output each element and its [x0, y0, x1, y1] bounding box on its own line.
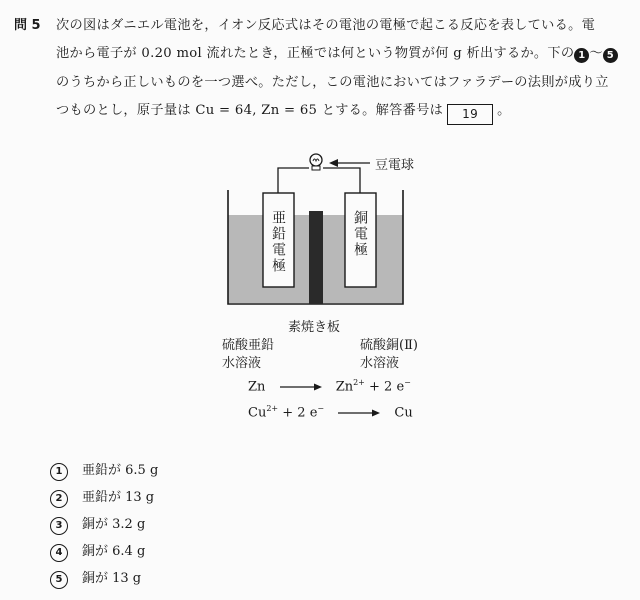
- zinc-electrode-label: 亜鉛電極: [270, 210, 286, 274]
- eq2-left-tail: + 2 e: [282, 405, 318, 421]
- eq1-right-sup: 2+: [353, 378, 365, 387]
- choice-text: 亜鉛が 6.5 g: [82, 463, 159, 478]
- bulb-icon: [310, 154, 322, 170]
- circled-5-icon: 5: [603, 48, 618, 63]
- eq2-right: Cu: [394, 405, 413, 421]
- left-solution-label-1: 硫酸亜鉛: [222, 338, 275, 353]
- eq2-left-sup2: −: [317, 404, 325, 413]
- eq2-left-sup: 2+: [266, 404, 279, 413]
- choice-number-icon: 5: [50, 571, 68, 589]
- partition-label: 素焼き板: [288, 320, 341, 335]
- right-solution-label-1: 硫酸銅(Ⅱ): [360, 338, 418, 353]
- choice-4[interactable]: [50, 540, 145, 562]
- circled-1-icon: 1: [574, 48, 589, 63]
- choice-number-icon: 2: [50, 490, 68, 508]
- arrow-icon: [278, 382, 324, 392]
- answer-number-box[interactable]: 19: [447, 104, 493, 125]
- eq1-right-base: Zn: [335, 379, 354, 395]
- question-text-line-2-body: 池から電子が 0.20 mol 流れたとき，正極では何という物質が何 g 析出するか。下の: [56, 46, 575, 61]
- question-text-line-4-body: つものとし，原子量は Cu = 64, Zn = 65 とする。解答番号は: [56, 103, 444, 118]
- range-sep: 〜: [589, 46, 603, 61]
- wire-left: [278, 168, 309, 193]
- equation-zinc: [248, 378, 411, 394]
- choice-number-icon: 3: [50, 517, 68, 535]
- wire-right: [323, 168, 360, 193]
- left-solution-label-2: 水溶液: [222, 356, 262, 371]
- right-solution-label-2: 水溶液: [360, 356, 400, 371]
- choice-number-icon: 1: [50, 463, 68, 481]
- choice-number-icon: 4: [50, 544, 68, 562]
- eq2-left-base: Cu: [248, 405, 267, 421]
- question-text-line-1: 次の図はダニエル電池を，イオン反応式はその電池の電極で起こる反応を表している。電: [56, 18, 596, 33]
- porous-partition: [309, 211, 323, 304]
- end-mark: 。: [497, 103, 511, 118]
- choice-text: 亜鉛が 13 g: [82, 490, 155, 505]
- copper-electrode-label: 銅電極: [352, 210, 368, 258]
- eq1-left: Zn: [248, 379, 266, 395]
- choice-text: 銅が 6.4 g: [82, 544, 146, 559]
- choice-text: 銅が 13 g: [82, 571, 142, 586]
- choice-1[interactable]: [50, 459, 158, 481]
- eq1-right-tail: + 2 e: [369, 379, 405, 395]
- choice-text: 銅が 3.2 g: [82, 517, 146, 532]
- question-text-line-3: のうちから正しいものを一つ選べ。ただし，この電池においてはファラデーの法則が成り立: [56, 75, 609, 90]
- choice-2[interactable]: [50, 486, 154, 508]
- equation-copper: [248, 404, 413, 420]
- choice-3[interactable]: [50, 513, 145, 535]
- bulb-label: 豆電球: [375, 158, 415, 173]
- arrow-icon: [336, 408, 382, 418]
- choice-5[interactable]: [50, 567, 141, 589]
- question-number: 問 5: [14, 18, 41, 33]
- arrow-icon: [329, 159, 370, 167]
- eq1-right-sup2: −: [404, 378, 411, 387]
